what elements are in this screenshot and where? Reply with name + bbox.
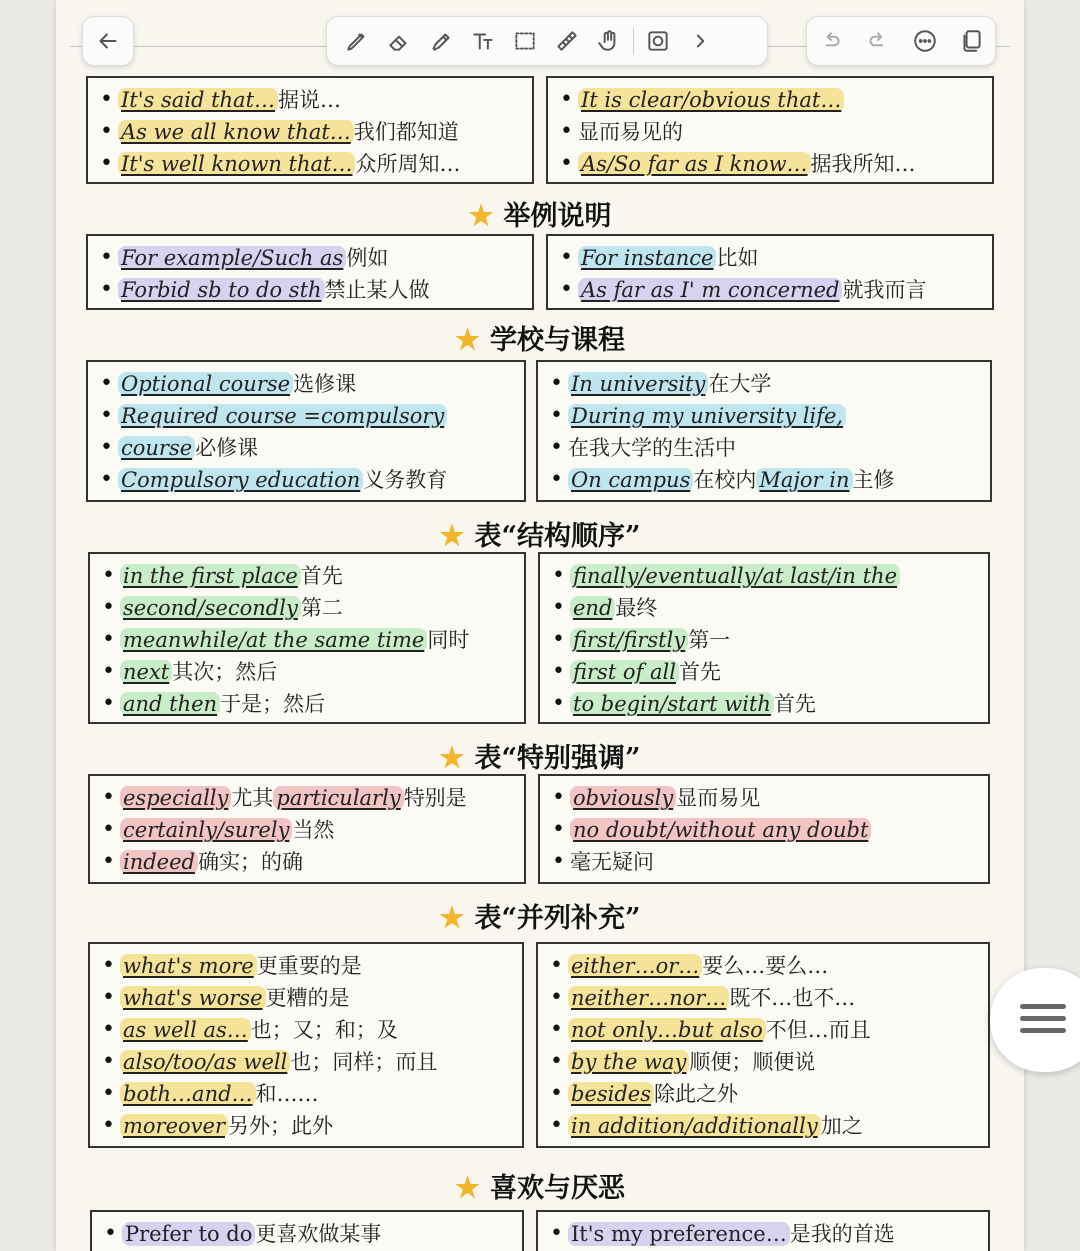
list-item: • end 最终 — [550, 592, 978, 624]
list-item: • In university 在大学 — [548, 368, 980, 400]
list-item: • either…or… 要么…要么… — [548, 950, 978, 982]
star-icon: ★ — [454, 1171, 481, 1204]
box-intro-right — [546, 76, 994, 184]
section-title: ★ 表“特别强调” — [439, 741, 641, 774]
box-school-right — [536, 360, 992, 502]
box-addition-left — [88, 942, 524, 1148]
list-item: • neither…nor… 既不…也不… — [548, 982, 978, 1014]
redo-icon[interactable] — [860, 23, 896, 59]
list-item: • by the way 顺便；顺便说 — [548, 1046, 978, 1078]
list-item: • On campus 在校内 Major in 主修 — [548, 464, 980, 496]
list-item: • besides 除此之外 — [548, 1078, 978, 1110]
list-item: • both…and… 和…… — [100, 1078, 512, 1110]
list-item: • to begin/start with 首先 — [550, 688, 978, 720]
box-order-left — [88, 552, 526, 724]
chevron-right-icon[interactable] — [682, 23, 718, 59]
star-icon: ★ — [454, 323, 481, 356]
box-school-left — [86, 360, 526, 502]
action-bar — [806, 16, 996, 66]
list-item: • It's well known that… 众所周知… — [98, 148, 522, 180]
undo-icon[interactable] — [813, 23, 849, 59]
list-item: • It's my preference… 是我的首选 — [548, 1218, 978, 1250]
eraser-icon[interactable] — [381, 23, 417, 59]
list-item: • For example/Such as 例如 — [98, 242, 522, 274]
text-icon[interactable] — [465, 23, 501, 59]
list-item: • second/secondly 第二 — [100, 592, 514, 624]
list-item: • 毫无疑问 — [550, 846, 978, 878]
star-icon: ★ — [468, 199, 494, 232]
star-icon: ★ — [439, 741, 465, 774]
list-item: • indeed 确实；的确 — [100, 846, 514, 878]
list-item: • Optional course 选修课 — [98, 368, 514, 400]
more-icon[interactable] — [907, 23, 943, 59]
ruler-icon[interactable] — [549, 23, 585, 59]
list-item: • no doubt/without any doubt — [550, 814, 978, 846]
list-item: • in the first place 首先 — [100, 560, 514, 592]
section-title: ★ 学校与课程 — [454, 323, 626, 356]
menu-icon — [1020, 1004, 1066, 1040]
star-icon: ★ — [439, 901, 465, 934]
back-arrow-icon — [90, 23, 126, 59]
list-item: • especially 尤其 particularly 特别是 — [100, 782, 514, 814]
tool-bar — [326, 16, 768, 66]
list-item: • obviously 显而易见 — [550, 782, 978, 814]
list-item: • what's worse 更糟的是 — [100, 982, 512, 1014]
list-item: • moreover 另外；此外 — [100, 1110, 512, 1142]
list-item: • Required course =compulsory — [98, 400, 514, 432]
box-addition-right — [536, 942, 990, 1148]
list-item: • During my university life, — [548, 400, 980, 432]
box-preference-left — [90, 1210, 524, 1251]
list-item: • Forbid sb to do sth 禁止某人做 — [98, 274, 522, 306]
list-item: • finally/eventually/at last/in the — [550, 560, 978, 592]
list-item: • Prefer to do 更喜欢做某事 — [102, 1218, 512, 1250]
list-item: • As far as I' m concerned 就我而言 — [558, 274, 982, 306]
list-item: • as well as… 也；又；和；及 — [100, 1014, 512, 1046]
box-examples-right — [546, 234, 994, 310]
pages-icon[interactable] — [954, 23, 990, 59]
list-item: • not only…but also 不但…而且 — [548, 1014, 978, 1046]
list-item: • certainly/surely 当然 — [100, 814, 514, 846]
box-intro-left — [86, 76, 534, 184]
note-page — [56, 0, 1024, 1251]
insert-icon[interactable] — [640, 23, 676, 59]
list-item: • first of all 首先 — [550, 656, 978, 688]
list-item: • next 其次；然后 — [100, 656, 514, 688]
pen-icon[interactable] — [339, 23, 375, 59]
box-emphasis-right — [538, 774, 990, 884]
back-button[interactable] — [82, 16, 134, 66]
list-item: • Compulsory education 义务教育 — [98, 464, 514, 496]
list-item: • in addition/additionally 加之 — [548, 1110, 978, 1142]
list-item: • course 必修课 — [98, 432, 514, 464]
list-item: • For instance 比如 — [558, 242, 982, 274]
list-item: • also/too/as well 也；同样；而且 — [100, 1046, 512, 1078]
list-item: • 显而易见的 — [558, 116, 982, 148]
star-icon: ★ — [439, 519, 465, 552]
section-title: ★ 喜欢与厌恶 — [454, 1171, 626, 1204]
section-title: ★ 举例说明 — [468, 199, 612, 232]
box-examples-left — [86, 234, 534, 310]
list-item: • and then 于是；然后 — [100, 688, 514, 720]
list-item: • As we all know that… 我们都知道 — [98, 116, 522, 148]
list-item: • meanwhile/at the same time 同时 — [100, 624, 514, 656]
list-item: • 在我大学的生活中 — [548, 432, 980, 464]
toolbar-divider — [633, 27, 634, 55]
box-preference-right — [536, 1210, 990, 1251]
box-order-right — [538, 552, 990, 724]
box-emphasis-left — [88, 774, 526, 884]
list-item: • It's said that… 据说… — [98, 84, 522, 116]
section-title: ★ 表“结构顺序” — [439, 519, 641, 552]
list-item: • As/So far as I know… 据我所知… — [558, 148, 982, 180]
highlighter-icon[interactable] — [423, 23, 459, 59]
list-item: • It is clear/obvious that… — [558, 84, 982, 116]
hand-icon[interactable] — [591, 23, 627, 59]
lasso-icon[interactable] — [507, 23, 543, 59]
list-item: • what's more 更重要的是 — [100, 950, 512, 982]
list-item: • first/firstly 第一 — [550, 624, 978, 656]
section-title: ★ 表“并列补充” — [439, 901, 641, 934]
